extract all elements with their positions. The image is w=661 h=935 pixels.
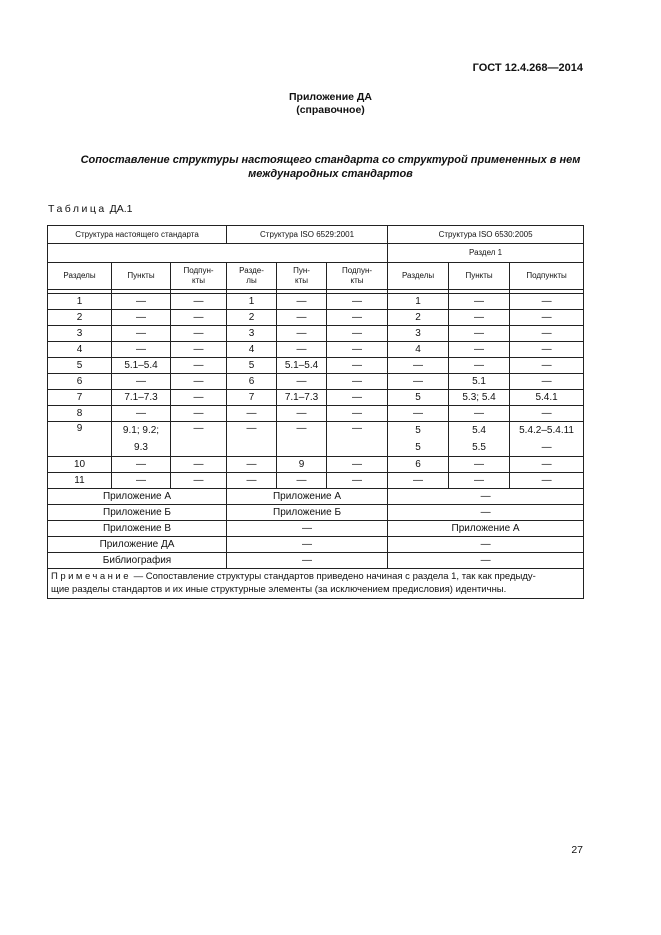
header-line: Подпун- xyxy=(183,266,214,275)
annex-cell: Приложение Б xyxy=(48,505,227,521)
table-cell: 3 xyxy=(48,326,112,342)
comparison-table xyxy=(47,225,584,599)
table-cell: — xyxy=(277,406,327,422)
table-cell: 4 xyxy=(227,342,277,358)
table-cell: — xyxy=(449,326,510,342)
table-row xyxy=(48,342,584,358)
table-cell: — xyxy=(171,374,227,390)
section-heading xyxy=(48,153,613,181)
note-label: Примечание xyxy=(51,571,131,582)
table-cell: — xyxy=(112,473,171,489)
table-cell: — xyxy=(171,342,227,358)
table-cell: 7 xyxy=(48,390,112,406)
table-cell: — xyxy=(112,374,171,390)
table-cell: — xyxy=(327,473,388,489)
group-header: Структура ISO 6530:2005 xyxy=(388,226,584,244)
annex-cell: Приложение ДА xyxy=(48,537,227,553)
table-cell: — xyxy=(510,326,584,342)
table-row xyxy=(48,310,584,326)
table-cell: 7.1–7.3 xyxy=(112,390,171,406)
table-cell: — xyxy=(449,342,510,358)
cell-line: 5.5 xyxy=(472,442,486,453)
table-cell: — xyxy=(227,406,277,422)
table-cell: 9 xyxy=(277,457,327,473)
cell-line: 9.3 xyxy=(134,442,148,453)
table-cell: 4 xyxy=(388,342,449,358)
table-cell xyxy=(510,422,584,457)
table-cell: — xyxy=(171,406,227,422)
table-cell: — xyxy=(388,374,449,390)
note-text: — Сопоставление структуры стандартов приведено начиная с раздела 1, так как предыду- xyxy=(131,571,536,582)
table-cell: 1 xyxy=(227,294,277,310)
annex-cell: Библиография xyxy=(48,553,227,569)
table-cell: — xyxy=(449,310,510,326)
annex-row xyxy=(48,537,584,553)
table-cell: — xyxy=(171,326,227,342)
table-cell: — xyxy=(171,358,227,374)
table-cell: — xyxy=(112,457,171,473)
table-row xyxy=(48,390,584,406)
table-cell: — xyxy=(327,310,388,326)
table-cell: — xyxy=(510,294,584,310)
table-cell: 5.1–5.4 xyxy=(277,358,327,374)
column-header xyxy=(171,263,227,290)
column-header-row xyxy=(48,263,584,290)
header-line: Пун- xyxy=(293,266,310,275)
annex-cell: Приложение А xyxy=(388,521,584,537)
table-cell: — xyxy=(327,326,388,342)
table-cell: — xyxy=(112,406,171,422)
annex-cell: — xyxy=(388,505,584,521)
table-cell xyxy=(112,422,171,457)
table-cell: 2 xyxy=(48,310,112,326)
table-cell: — xyxy=(227,473,277,489)
annex-cell: Приложение А xyxy=(48,489,227,505)
group-header-row xyxy=(48,226,584,244)
heading-line-1: Сопоставление структуры настоящего стандарта со структурой примененных в нем xyxy=(80,154,581,166)
annex-cell: Приложение А xyxy=(227,489,388,505)
column-header: Разделы xyxy=(48,263,112,290)
table-caption xyxy=(48,203,132,215)
section-header: Раздел 1 xyxy=(388,244,584,263)
table-cell: 5.3; 5.4 xyxy=(449,390,510,406)
standard-designation: ГОСТ 12.4.268—2014 xyxy=(472,62,583,74)
table-cell: — xyxy=(277,342,327,358)
table-cell: — xyxy=(449,294,510,310)
annex-cell: Приложение Б xyxy=(227,505,388,521)
empty-header-cell xyxy=(48,244,388,263)
table-note xyxy=(48,569,584,599)
table-cell: — xyxy=(277,326,327,342)
header-line: Подпун- xyxy=(341,266,373,275)
table-row xyxy=(48,358,584,374)
table-cell: — xyxy=(277,310,327,326)
table-cell: — xyxy=(327,390,388,406)
table-cell: — xyxy=(327,358,388,374)
column-header: Пункты xyxy=(112,263,171,290)
table-cell: — xyxy=(171,294,227,310)
annex-row xyxy=(48,489,584,505)
header-line: лы xyxy=(246,276,257,285)
table-cell: — xyxy=(327,422,388,457)
table-cell: — xyxy=(227,457,277,473)
annex-cell: — xyxy=(388,489,584,505)
table-cell: — xyxy=(510,374,584,390)
table-cell: — xyxy=(510,473,584,489)
header-line: кты xyxy=(350,276,364,285)
table-cell: 5.1–5.4 xyxy=(112,358,171,374)
table-cell xyxy=(388,422,449,457)
table-row xyxy=(48,473,584,489)
table-cell: — xyxy=(327,294,388,310)
table-cell: 3 xyxy=(388,326,449,342)
column-header xyxy=(277,263,327,290)
table-caption-number: ДА.1 xyxy=(109,203,133,215)
table-row xyxy=(48,406,584,422)
table-cell: 5 xyxy=(48,358,112,374)
header-line: Разде- xyxy=(239,266,264,275)
table-cell: — xyxy=(171,310,227,326)
header-line: кты xyxy=(295,276,309,285)
table-cell: — xyxy=(327,342,388,358)
column-header: Разделы xyxy=(388,263,449,290)
table-row xyxy=(48,294,584,310)
heading-line-2: международных стандартов xyxy=(248,168,413,180)
table-cell: — xyxy=(171,457,227,473)
annex-cell: — xyxy=(227,521,388,537)
table-cell: 6 xyxy=(48,374,112,390)
table-cell: — xyxy=(327,406,388,422)
section-header-row xyxy=(48,244,584,263)
group-header: Структура настоящего стандарта xyxy=(48,226,227,244)
table-cell: — xyxy=(112,310,171,326)
annex-cell: — xyxy=(388,553,584,569)
table-cell: 7 xyxy=(227,390,277,406)
table-cell: — xyxy=(327,374,388,390)
table-cell: 6 xyxy=(227,374,277,390)
table-cell: 3 xyxy=(227,326,277,342)
header-line: кты xyxy=(192,276,206,285)
cell-line: — xyxy=(541,442,552,453)
table-cell: 8 xyxy=(48,406,112,422)
column-header: Пункты xyxy=(449,263,510,290)
table-cell: — xyxy=(510,310,584,326)
page-number: 27 xyxy=(571,844,583,856)
table-cell xyxy=(449,422,510,457)
table-cell: — xyxy=(112,294,171,310)
annex-cell: Приложение В xyxy=(48,521,227,537)
annex-row xyxy=(48,553,584,569)
table-cell: 5.1 xyxy=(449,374,510,390)
table-cell: — xyxy=(277,473,327,489)
table-cell: 5 xyxy=(227,358,277,374)
table-cell: 5 xyxy=(388,390,449,406)
annex-row xyxy=(48,521,584,537)
table-cell: 6 xyxy=(388,457,449,473)
table-cell: — xyxy=(171,473,227,489)
cell-line: 5.4.2–5.4.11 xyxy=(519,425,574,436)
table-cell: — xyxy=(449,457,510,473)
table-cell: — xyxy=(388,406,449,422)
table-row xyxy=(48,422,584,457)
table-cell: 7.1–7.3 xyxy=(277,390,327,406)
annex-name: Приложение ДА xyxy=(289,91,372,103)
annex-cell: — xyxy=(227,537,388,553)
annex-cell: — xyxy=(388,537,584,553)
cell-line: 5 xyxy=(415,442,421,453)
note-row xyxy=(48,569,584,599)
table-cell: — xyxy=(277,422,327,457)
table-cell: 2 xyxy=(227,310,277,326)
table-cell: — xyxy=(510,406,584,422)
table-cell: — xyxy=(112,342,171,358)
table-cell: — xyxy=(388,473,449,489)
table-cell: 10 xyxy=(48,457,112,473)
note-text-2: щие разделы стандартов и их иные структурные элементы (за исключением предисловия) идентичны. xyxy=(51,584,507,595)
table-cell: 5.4.1 xyxy=(510,390,584,406)
table-cell: — xyxy=(449,406,510,422)
table-cell: — xyxy=(112,326,171,342)
annex-row xyxy=(48,505,584,521)
table-cell: — xyxy=(449,473,510,489)
table-cell: — xyxy=(388,358,449,374)
annex-type: (справочное) xyxy=(296,104,365,116)
cell-line: 5 xyxy=(415,425,421,436)
table-cell: 1 xyxy=(48,294,112,310)
table-row xyxy=(48,457,584,473)
group-header: Структура ISO 6529:2001 xyxy=(227,226,388,244)
table-cell: — xyxy=(277,294,327,310)
table-cell: 11 xyxy=(48,473,112,489)
table-cell: — xyxy=(327,457,388,473)
table-cell: — xyxy=(171,390,227,406)
table-cell: 1 xyxy=(388,294,449,310)
table-cell: — xyxy=(277,374,327,390)
table-caption-prefix: Таблица xyxy=(48,203,107,215)
table-cell: 9 xyxy=(48,422,112,457)
table-cell: 4 xyxy=(48,342,112,358)
table-cell: — xyxy=(510,342,584,358)
table-cell: — xyxy=(449,358,510,374)
column-header xyxy=(227,263,277,290)
column-header: Подпункты xyxy=(510,263,584,290)
table-cell: — xyxy=(510,358,584,374)
table-row xyxy=(48,326,584,342)
table-cell: — xyxy=(510,457,584,473)
annex-title xyxy=(0,91,661,117)
annex-cell: — xyxy=(227,553,388,569)
table-cell: — xyxy=(171,422,227,457)
cell-line: 9.1; 9.2; xyxy=(122,425,160,436)
cell-line: 5.4 xyxy=(472,425,486,436)
table-cell: 2 xyxy=(388,310,449,326)
table-cell: — xyxy=(227,422,277,457)
table-row xyxy=(48,374,584,390)
column-header xyxy=(327,263,388,290)
